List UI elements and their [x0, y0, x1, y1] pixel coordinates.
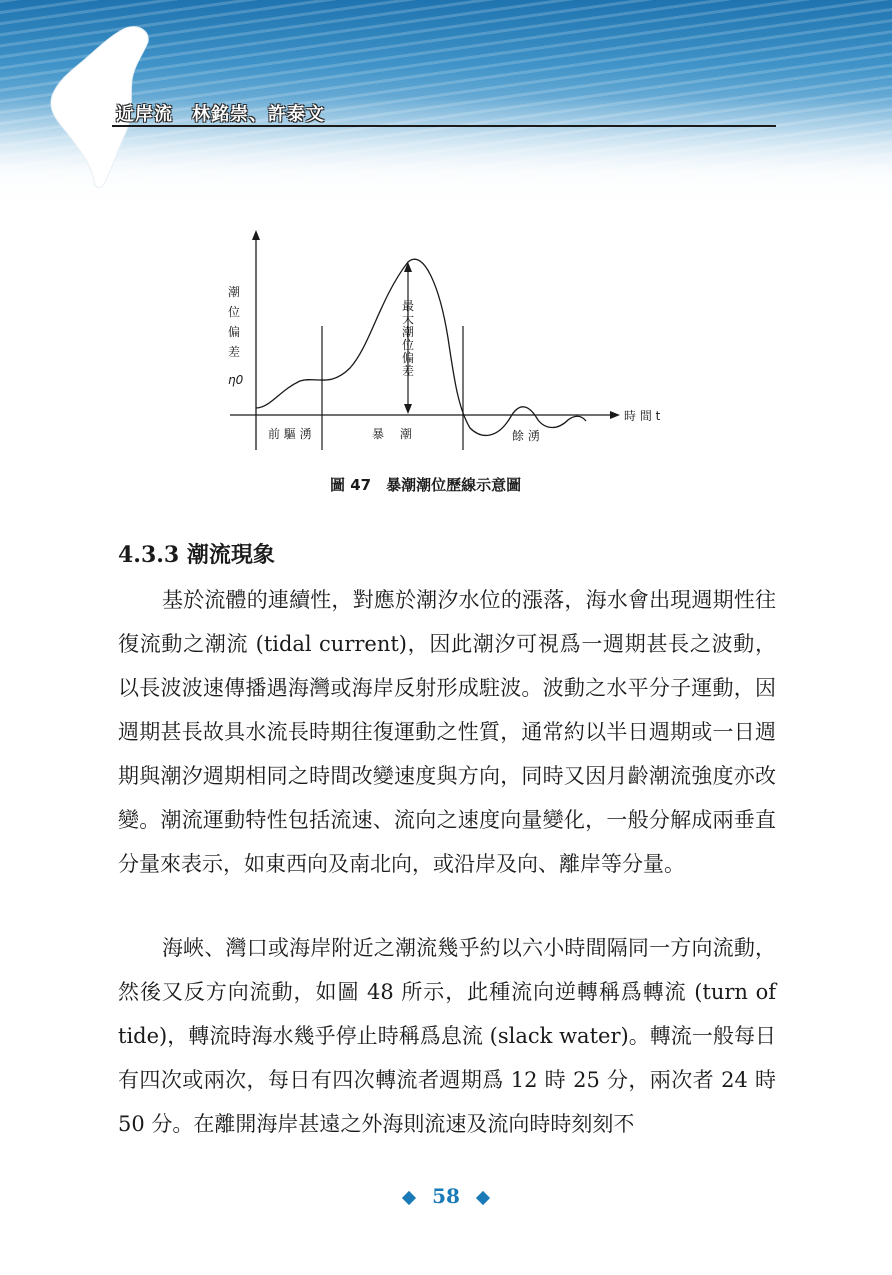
header-banner	[0, 0, 892, 215]
storm-surge-diagram	[220, 228, 680, 458]
y-axis-label-1: 潮	[228, 285, 241, 299]
y-axis-label-4: 差	[228, 345, 241, 359]
peak-label-1: 最	[402, 299, 415, 313]
body-paragraph-2: 海峽、灣口或海岸附近之潮流幾乎約以六小時間隔同一方向流動，然後又反方向流動，如圖 48 所示，此種流向逆轉稱爲轉流 (turn of tide)，轉流時海水幾乎停止時稱爲息流 (slack water)。轉流一般每日有四次或兩次，每日有四次轉流者週期爲 12 時 25 分，兩次者 24 時 50 分。在離開海岸甚遠之外海則流速及流向時時刻刻不	[118, 936, 776, 1136]
body-paragraph-1: 基於流體的連續性，對應於潮汐水位的漲落，海水會出現週期性往復流動之潮流 (tidal current)，因此潮汐可視爲一週期甚長之波動，以長波波速傳播遇海灣或海岸反射形成駐波。波動之水平分子運動，因週期甚長故具水流長時期往復運動之性質，通常約以半日週期或一日週期與潮汐週期相同之時間改變速度與方向，同時又因月齡潮流強度亦改變。潮流運動特性包括流速、流向之速度向量變化，一般分解成兩垂直分量來表示，如東西向及南北向，或沿岸及向、離岸等分量。	[118, 588, 776, 876]
page-footer	[0, 1184, 892, 1208]
time-axis-label: 時 間 t	[624, 409, 661, 423]
diamond-left-icon	[402, 1190, 416, 1204]
page-number: 58	[432, 1184, 460, 1208]
phase-label-resurgence: 餘 湧	[512, 429, 540, 443]
storm-surge-figure	[220, 228, 680, 458]
figure-caption: 圖 47 暴潮潮位歷線示意圖	[330, 476, 522, 494]
x-axis-arrow	[610, 411, 620, 419]
phase-label-forerunner: 前 驅 湧	[268, 427, 312, 441]
peak-label-2: 大	[402, 312, 415, 326]
peak-arrow-head-up	[404, 262, 412, 272]
header-title: 近岸流 林銘崇、許泰文	[116, 104, 325, 125]
peak-label-6: 差	[402, 364, 415, 378]
y-axis-arrow	[252, 230, 260, 240]
peak-label-3: 潮	[402, 325, 415, 339]
phase-label-surge: 暴 潮	[372, 427, 412, 441]
header-divider	[112, 125, 776, 127]
peak-label-4: 位	[402, 338, 415, 352]
peak-arrow-head-down	[404, 404, 412, 414]
y-axis-label-2: 位	[228, 305, 241, 319]
section-heading: 4.3.3 潮流現象	[118, 542, 275, 568]
y-axis-label-3: 偏	[228, 325, 241, 339]
eta-label: η0	[228, 373, 244, 387]
diamond-right-icon	[476, 1190, 490, 1204]
surge-curve	[256, 259, 586, 435]
peak-label-5: 偏	[402, 351, 415, 365]
